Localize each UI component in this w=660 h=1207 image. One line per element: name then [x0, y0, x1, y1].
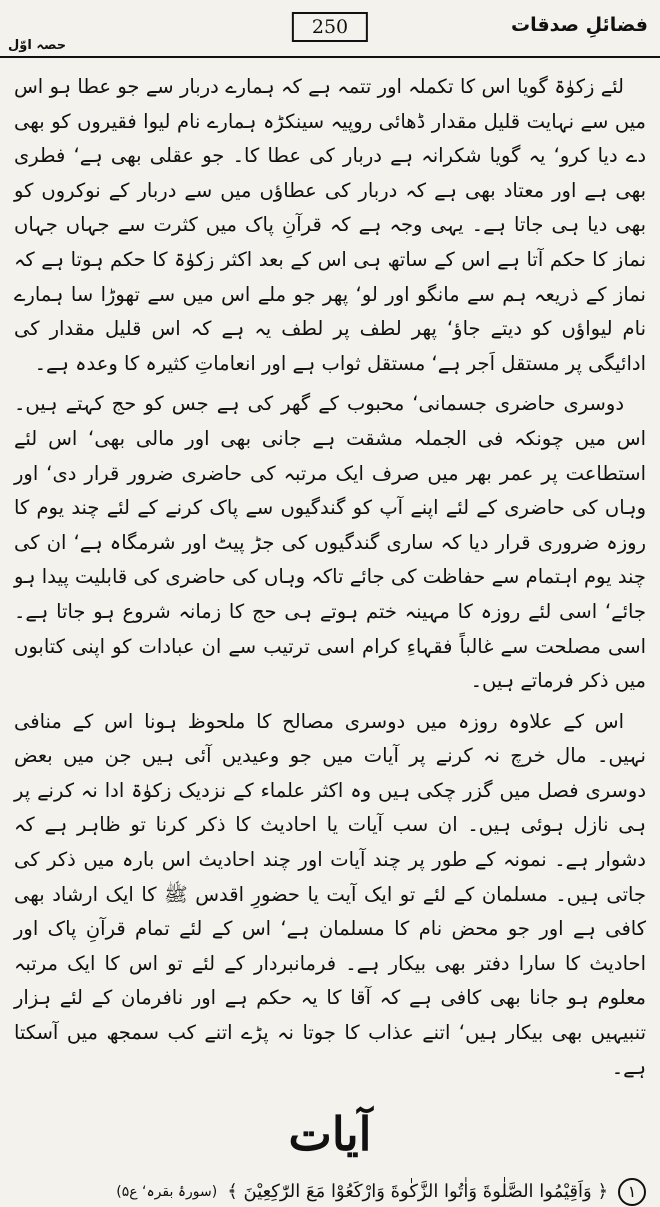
- paragraph: اس کے علاوہ روزہ میں دوسری مصالح کا ملحوظ ہونا اس کے منافی نہیں۔ مال خرچ نہ کرنے پر آیات میں جو وعیدیں آئی ہیں جن میں بعض دوسری فصل میں گزر چکی ہیں وہ اکثر علماء کے نزدیک زکوٰۃ ادا نہ کرنے پر ہی نازل ہوئی ہیں۔ ان سب آیات یا احادیث کا ذکر کرنا تو ظاہر ہے کہ دشوار ہے۔ نمونہ کے طور پر چند آیات اور چند احادیث اس بارہ میں ذکر کی جاتی ہیں۔ مسلمان کے لئے تو ایک آیت یا حضورِ اقدس ﷺ کا ایک ارشاد بھی کافی ہے اور جو محض نام کا مسلمان ہے‘ اس کے لئے تمام قرآنِ پاک اور احادیث کا سارا دفتر بھی بیکار ہے۔ فرمانبردار کے لئے تو اس کا ایک مرتبہ معلوم ہو جانا بھی کافی ہے کہ آقا کا یہ حکم ہے اور نافرمان کے لئے ہزار تنبیہیں بھی بیکار ہیں‘ اتنے عذاب کا جوتا نہ پڑے اتنے کب سمجھ میں آسکتا ہے۔: [14, 709, 646, 1079]
- section-heading: آیات: [288, 1107, 372, 1162]
- section-name: حصہ اوّل: [8, 38, 67, 53]
- page-body: [14, 70, 646, 1203]
- verse-text: ﴿ وَاَقِيْمُوا الصَّلٰوةَ وَاٰتُوا الزَّكٰوةَ وَارْكَعُوْا مَعَ الرّٰكِعِيْنَ ﴾: [227, 1181, 608, 1203]
- page-header: [0, 0, 660, 58]
- paragraph: لئے زکوٰۃ گویا اس کا تکملہ اور تتمہ ہے کہ ہمارے دربار سے جو عطا ہو اس میں سے نہایت قلیل مقدار ڈھائی روپیہ سینکڑہ ہمارے نام لیوا فقیروں کو بھی دے دیا کرو‘ یہ گویا شکرانہ ہے دربار کی عطا کا۔ جو عقلی بھی ہے‘ فطری بھی ہے اور معتاد بھی ہے کہ دربار کی عطاؤں میں سے دربار کے نوکروں کو بھی دیا ہی جاتا ہے۔ یہی وجہ ہے کہ قرآنِ پاک میں کثرت سے جہاں جہاں نماز کا حکم آتا ہے اس کے ساتھ ہی اس کے بعد اکثر زکوٰۃ کا حکم ہوتا ہے کہ نماز کے ذریعہ ہم سے مانگو اور لو‘ پھر جو ملے اس میں سے تھوڑا سا ہمارے نام لیواؤں کو دیتے جاؤ‘ پھر لطف پر لطف یہ ہے کہ اس قلیل مقدار کی ادائیگی پر مستقل اَجر ہے‘ مستقل ثواب ہے اور انعاماتِ کثیرہ کا وعدہ ہے۔: [14, 75, 646, 375]
- verse-number: ١: [618, 1178, 646, 1206]
- book-title: فضائلِ صدقات: [510, 14, 648, 36]
- page-number: 250: [292, 12, 368, 42]
- verse-reference: (سورۂ بقرہ‘ ع۵): [116, 1184, 218, 1201]
- paragraph: دوسری حاضری جسمانی‘ محبوب کے گھر کی ہے جس کو حج کہتے ہیں۔ اس میں چونکہ فی الجملہ مشقت ہے جانی بھی اور مالی بھی‘ اس لئے استطاعت پر عمر بھر میں صرف ایک مرتبہ کی حاضری ضرور قرار دی‘ اور وہاں کی حاضری کے لئے اپنے آپ کو گندگیوں سے پاک کرنے کے لئے چند یوم کا روزہ ضروری قرار دیا کہ ساری گندگیوں کی جڑ پیٹ اور شرمگاہ ہے‘ ان کی چند یوم اہتمام سے حفاظت کی جائے تاکہ وہاں کی حاضری کی قابلیت پیدا ہو جائے‘ اسی لئے روزہ کا مہینہ ختم ہوتے ہی حج کا زمانہ شروع ہو جاتا ہے۔ اسی مصلحت سے غالباً فقہاءِ کرام اسی ترتیب سے ان عبادات کو اپنی کتابوں میں ذکر فرماتے ہیں۔: [14, 392, 646, 693]
- verse-line: [14, 1177, 646, 1207]
